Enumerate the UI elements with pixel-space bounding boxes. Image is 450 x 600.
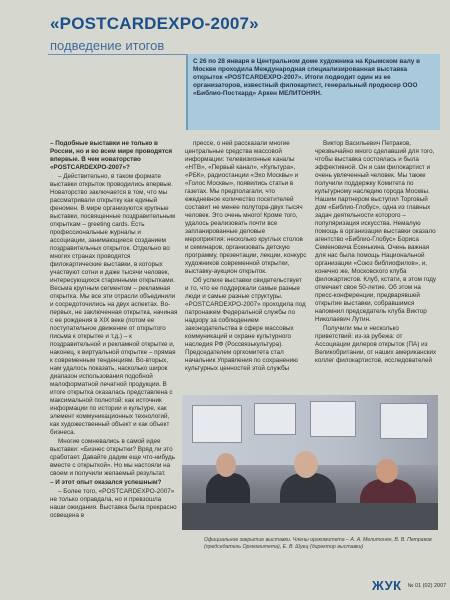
- page-footer: [372, 578, 446, 593]
- interview-question: – Подобные выставки не только в России, но и во всем мире проводятся впервые. В чем новаторство «POSTCARDEXPO-2007»?: [50, 140, 173, 171]
- column-3: [315, 140, 437, 390]
- person-left-head: [216, 453, 236, 477]
- column-2: [185, 140, 307, 390]
- article-paragraph: Многие сомневались в самой идее выставки: «Бизнес открытки? Вряд ли это сработает. Давайте дадим еще что-нибудь вместе с открыткой». Но мы настояли на своем и получили желаемый результат.: [50, 438, 175, 477]
- article-subtitle: подведение итогов: [50, 38, 165, 53]
- issue-number: № 01 (02) 2007: [407, 582, 447, 589]
- title-divider: [48, 54, 198, 55]
- article-title: «POSTCARDEXPO-2007»: [50, 14, 259, 33]
- person-right-head: [376, 459, 398, 483]
- interview-question: – И этот опыт оказался успешным?: [50, 479, 162, 486]
- magazine-logo: ЖУК: [372, 578, 402, 593]
- article-paragraph: прессе, о ней рассказали многие центральные средства массовой информации: телевизионные каналы «НТВ», «Первый канал», «Культура», «РБК», радиостанции «Эхо Москвы» и «Голос Москвы», появились статьи в газетах. Мы предполагали, что ежедневное количество посетителей составит не менее полутора-двух тысяч человек. Это очень много! Кроме того, удалось реализовать почти все запланированные деловые мероприятия: несколько круглых столов и семинаров, организовать детскую программу, презентации, лекции, конкурс художников современной открытки, выставку-аукцион открыток.: [185, 140, 307, 275]
- photo-wall-frame: [192, 405, 242, 443]
- person-center-head: [294, 451, 318, 478]
- photo-wall-frame: [380, 403, 428, 439]
- article-paragraph: Об успехе выставки свидетельствует и то, что ее поддержали самые разные люди и самые разные структуры. «POSTCARDEXPO-2007» проходила под патронажем Федеральной службы по надзору за соблюдением законодательства в сфере массовых коммуникаций и охране культурного наследия РФ (Россвязькультура). Председателем оргкомитета стал начальник Управления по сохранению культурных ценностей этой службы: [185, 277, 306, 372]
- photo-caption: Официальное закрытие выставки. Члены оргкомитета – А. А. Мелитонян, В. В. Петраков (председатель Оргкомитета), Е. В. Шуец (директор выставки): [204, 537, 432, 550]
- event-photo: [182, 395, 438, 530]
- article-paragraph: – Более того, «POSTCARDEXPO-2007» не только оправдала, но и превзошла наши ожидания. Выставка была прекрасно освещена в: [50, 488, 177, 519]
- intro-box: [186, 54, 440, 130]
- column-1: [50, 140, 178, 570]
- photo-wall-frame: [254, 403, 296, 435]
- photo-wall-frame: [310, 401, 356, 437]
- photo-table: [182, 503, 438, 530]
- article-paragraph: Виктор Васильевич Петраков, чрезвычайно много сделавший для того, чтобы выставка состоялась и была эффективной. Он и сам филокартист и очень увлеченный человек. Мы также получили поддержку Комитета по культурному наследию города Москвы. Нашим партнером выступил Торговый дом «Библио-Глобус», одна из главных задач деятельности которого – популяризация искусства. Немалую помощь в организации выставки оказало агентство «Библио-Глобус» Бориса Семеновича Есенькина. Очень важная для нас была помощь Национальной организации «Союз библиофилов», и, конечно же, Московского клуба филокартистов. Клуб, кстати, в этом году отмечает свое 50-летие. Об этом на пресс-конференции, предварявшей открытие выставки, собравшимся напомнил председатель клуба Виктор Николаевич Лутин.: [315, 140, 437, 323]
- article-paragraph: – Действительно, в таком формате выставки открыток проводились впервые. Новаторство заключается в том, что мы рассматривали открытку как единый феномен. В мире организуются крупные выставки, посвященные поздравительным открыткам – greeting cards. Есть профессиональные журналы и ассоциации, занимающиеся созданием поздравительных открыток. Отдельно во многих странах проводятся филокартические выставки, в которых участвуют сотни и даже тысячи человек, интересующихся старинными открытками. Весьма крупным сегментом – рекламная открытка. Мы все эти отрасли объединили и сосредоточились на двух аспектах. Во-первых, не заключенная открытка, начиная с ее рождения в XIX веке (потом ее поступательное движение от открытого письма к открытке и т.д.) – к поздравительной и рекламной открытке и, наконец, к виртуальной открытке – прямая к современным тенденциям. Во-вторых, нам удалось показать, насколько широк диапазон использования подобной малоформатной печатной продукции. В итоге открытка оказалась представлена с максимальной полнотой: как источник информации по истории и культуре, как элемент коммуникационных технологий, как художественный объект и как объект бизнеса.: [50, 173, 178, 436]
- intro-text: С 26 по 28 января в Центральном доме художника на Крымском валу в Москве проходила Международная специализированная выставка открыток «POSTCARDEXPO-2007». Итоги подводит один из ее организаторов, известный филокартист, генеральный продюсер ООО «Библио-Посткард» Аркен МЕЛИТОНЯН.: [193, 58, 421, 98]
- article-paragraph: Получили мы и несколько приветствий: из-за рубежа: от Ассоциации дилеров открыток (ПА) из Великобритании, от наших американских коллег филокартистов, исследователей: [315, 325, 437, 364]
